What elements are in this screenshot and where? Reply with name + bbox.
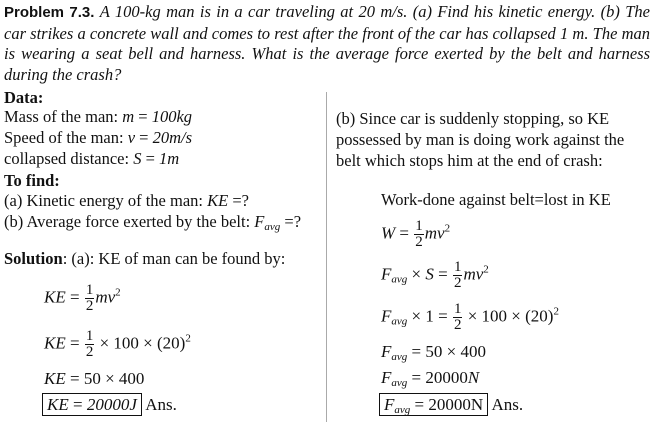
solution-heading: Solution bbox=[4, 249, 63, 268]
mass-label: Mass of the man: bbox=[4, 107, 123, 126]
speed-line: Speed of the man: v = 20m/s bbox=[4, 128, 193, 147]
intro-line-2: possessed by man is doing work against the bbox=[336, 130, 625, 149]
column-divider bbox=[326, 92, 327, 422]
find-a-label: (a) Kinetic energy of the man: bbox=[4, 191, 208, 210]
work-formula: W = $\frac{1}{2}$ $mv^2$ bbox=[381, 218, 451, 250]
mass-line: Mass of the man: m = 100kg bbox=[4, 107, 193, 126]
ke-answer-box: KE = 20000J bbox=[42, 393, 142, 416]
speed-value: 20m/s bbox=[152, 128, 193, 147]
force-ans-label: Ans. bbox=[491, 395, 524, 414]
data-heading: Data: bbox=[4, 88, 44, 107]
force-distance-formula: $F_{avg} \times S$ = $\frac{1}{2}$ $mv^2$ bbox=[381, 259, 489, 291]
intro-line-1: (b) Since car is suddenly stopping, so KE bbox=[336, 109, 610, 128]
force-value: $F_{avg} = 20000N$ bbox=[381, 368, 480, 389]
ke-substitution: KE = $\frac{1}{2}$ × $100 \times (20)^2$ bbox=[44, 328, 191, 360]
solution-line bbox=[4, 250, 285, 269]
solution-text: : (a): KE of man can be found by: bbox=[62, 249, 286, 268]
find-heading: To find: bbox=[4, 171, 60, 190]
force-answer bbox=[379, 395, 523, 417]
find-a-line: (a) Kinetic energy of the man: KE =? bbox=[4, 191, 249, 210]
ke-product: KE = 50 × 400 bbox=[44, 369, 145, 388]
ke-ans-label: Ans. bbox=[145, 395, 177, 414]
problem-statement bbox=[4, 2, 650, 85]
distance-line: collapsed distance: S = 1m bbox=[4, 149, 180, 168]
force-answer-box: $F_{avg} = 20000N$ bbox=[379, 393, 488, 416]
distance-label: collapsed distance: bbox=[4, 149, 134, 168]
ke-answer bbox=[42, 395, 177, 415]
speed-label: Speed of the man: bbox=[4, 128, 128, 147]
distance-value: 1m bbox=[159, 149, 180, 168]
work-line: Work-done against belt=lost in KE bbox=[381, 190, 611, 209]
find-b-label: (b) Average force exerted by the belt: bbox=[4, 212, 255, 231]
problem-text: A 100-kg man is in a car traveling at 20 m/s. (a) Find his kinetic energy. (b) The car strikes a concrete wall and comes to rest after the front of the car has collapsed 1 m. The man is wearing a seat bell and harness. What is the average force exerted by the belt and harness during the crash? bbox=[4, 2, 651, 84]
mass-value: 100kg bbox=[151, 107, 193, 126]
force-substitution: $F_{avg} \times 1$ = $\frac{1}{2}$ × $100 \times (20)^2$ bbox=[381, 301, 559, 333]
force-product: $F_{avg} = 50 \times 400$ bbox=[381, 342, 486, 363]
intro-line-3: belt which stops him at the end of crash: bbox=[336, 151, 603, 170]
ke-formula: KE = $\frac{1}{2}$ $mv^2$ bbox=[44, 282, 121, 314]
problem-number: Problem 7.3. bbox=[4, 4, 95, 21]
find-b-line: (b) Average force exerted by the belt: $F_{avg}$ =? bbox=[4, 212, 302, 233]
